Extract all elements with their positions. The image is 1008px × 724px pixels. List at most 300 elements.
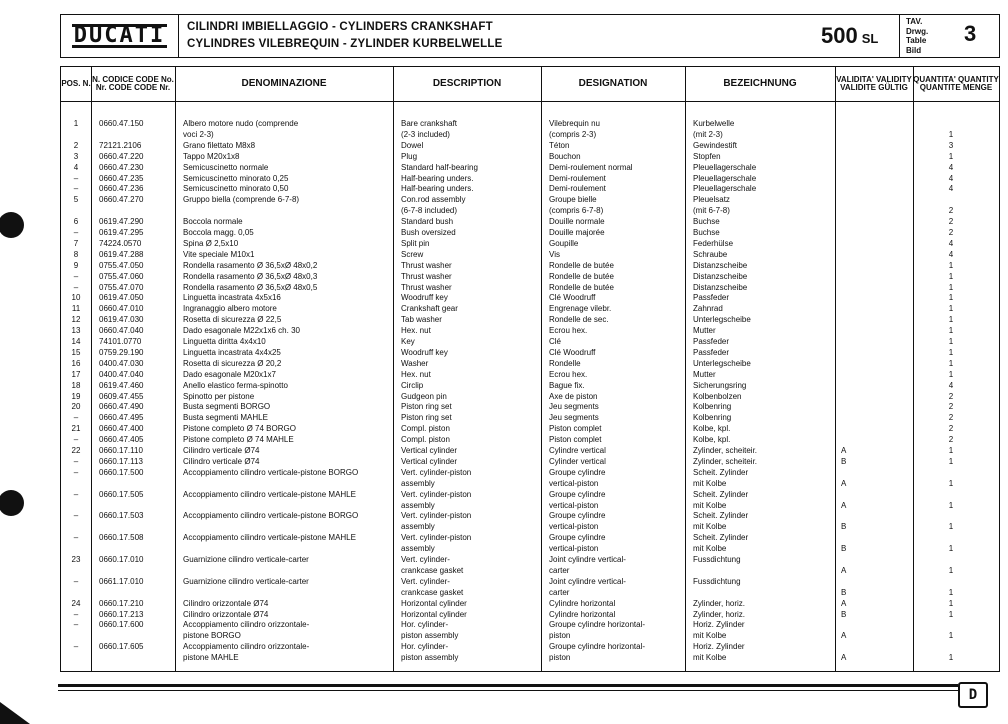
cell-desc: Hor. cylinder-: [401, 620, 449, 630]
col-header-description: DESCRIPTION: [432, 78, 502, 89]
cell-des: Groupe cylindre: [549, 511, 606, 521]
cell-des: Piston complet: [549, 424, 602, 434]
cell-qty: 2: [948, 228, 954, 237]
cell-qty: 1: [948, 587, 954, 597]
cell-den: Boccola normale: [183, 217, 243, 227]
cell-desc: crankcase gasket: [401, 565, 464, 575]
cell-code: 0660.17.113: [99, 456, 143, 466]
cell-code: 0755.47.050: [99, 260, 144, 270]
cell-pos: –: [73, 456, 79, 466]
cell-desc: Washer: [401, 358, 429, 368]
cell-bez: Gewindestift: [693, 140, 738, 150]
cell-des: Clé: [549, 337, 562, 346]
cell-code: 0619.47.290: [99, 217, 144, 227]
cell-bez: mit Kolbe: [693, 500, 727, 510]
cell-val: A: [841, 631, 847, 641]
cell-code: 0661.17.010: [99, 576, 144, 586]
cell-den: Accoppiamento cilindro verticale-pistone BORGO: [183, 467, 359, 477]
cell-qty: 2: [948, 206, 954, 216]
cell-den: pistone MAHLE: [183, 653, 239, 663]
cell-val: B: [841, 456, 847, 466]
cell-code: 0609.47.455: [99, 391, 144, 401]
cell-code: 0660.47.495: [99, 413, 144, 423]
cell-pos: –: [73, 609, 79, 619]
cell-pos: –: [73, 228, 79, 237]
cell-des: Demi-roulement: [549, 184, 606, 194]
cell-code: 0660.47.230: [99, 162, 144, 172]
cell-code: 0660.17.213: [99, 609, 144, 619]
cell-qty: 4: [948, 162, 954, 172]
model-label: [821, 23, 878, 49]
cell-bez: Kolbenring: [693, 402, 732, 412]
cell-qty: 1: [948, 598, 954, 608]
cell-des: Axe de piston: [549, 391, 598, 401]
cell-den: Anello elastico ferma-spinotto: [183, 380, 288, 390]
cell-bez: Buchse: [693, 217, 720, 227]
cell-desc: assembly: [401, 500, 435, 510]
cell-pos: 7: [73, 238, 79, 248]
cell-qty: 1: [948, 326, 954, 336]
cell-bez: Kolbe, kpl.: [693, 424, 731, 434]
cell-pos: 24: [71, 598, 81, 608]
cell-bez: mit Kolbe: [693, 522, 727, 532]
title-line-1: CILINDRI IMBIELLAGGIO - CYLINDERS CRANKSHAFT: [187, 21, 493, 33]
cell-code: 0660.17.508: [99, 533, 144, 543]
cell-bez: Kurbelwelle: [693, 119, 735, 128]
cell-den: Accoppiamento cilindro orizzontale-: [183, 620, 310, 630]
cell-desc: Bare crankshaft: [401, 119, 458, 128]
cell-desc: Horizontal cylinder: [401, 598, 467, 608]
cell-des: Groupe bielle: [549, 195, 597, 205]
cell-qty: 2: [948, 413, 954, 423]
cell-desc: Half-bearing unders.: [401, 184, 474, 194]
cell-qty: 4: [948, 380, 954, 390]
cell-bez: Passfeder: [693, 293, 730, 303]
cell-bez: Distanzscheibe: [693, 271, 748, 281]
cell-qty: 1: [948, 337, 954, 346]
cell-des: vertical-piston: [549, 544, 599, 554]
cell-den: Accoppiamento cilindro verticale-pistone BORGO: [183, 511, 359, 521]
cell-pos: –: [73, 576, 79, 586]
brand-logo: [61, 15, 179, 57]
cell-code: 0660.47.010: [99, 304, 144, 314]
cell-den: Accoppiamento cilindro verticale-pistone MAHLE: [183, 489, 356, 499]
cell-pos: –: [73, 533, 79, 543]
cell-code: 0660.17.110: [99, 446, 143, 455]
footer-rule: [58, 684, 958, 687]
cell-pos: –: [73, 184, 79, 194]
cell-des: Ecrou hex.: [549, 369, 588, 379]
cell-qty: 4: [948, 249, 954, 259]
cell-bez: Horiz. Zylinder: [693, 620, 745, 630]
cell-desc: (6-7-8 included): [401, 206, 458, 216]
cell-desc: Compl. piston: [401, 424, 450, 434]
cell-code: 72121.2106: [99, 140, 142, 150]
cell-den: Ingranaggio albero motore: [183, 304, 277, 314]
cell-bez: Pleuelsatz: [693, 195, 730, 205]
cell-pos: 4: [73, 162, 79, 172]
cell-pos: 9: [73, 260, 79, 270]
footer-rule-thin: [58, 690, 958, 691]
cell-bez: Passfeder: [693, 337, 730, 346]
cell-desc: Horizontal cylinder: [401, 609, 467, 619]
cell-code: 0660.47.040: [99, 326, 144, 336]
cell-bez: Buchse: [693, 228, 720, 237]
cell-qty: 1: [948, 129, 954, 139]
cell-qty: 1: [948, 544, 954, 554]
cell-desc: Vert. cylinder-: [401, 555, 450, 564]
cell-desc: Hor. cylinder-: [401, 642, 449, 652]
cell-code: 0660.47.220: [99, 151, 144, 161]
cell-desc: Woodruff key: [401, 347, 448, 357]
cell-des: Joint cylindre vertical-: [549, 576, 626, 586]
cell-qty: 1: [948, 369, 954, 379]
cell-qty: 4: [948, 238, 954, 248]
cell-desc: Half-bearing unders.: [401, 173, 474, 183]
table-number-block: [899, 15, 999, 57]
cell-val: A: [841, 598, 847, 608]
cell-des: Ecrou hex.: [549, 326, 588, 336]
cell-den: Accoppiamento cilindro orizzontale-: [183, 642, 310, 652]
cell-des: Jeu segments: [549, 413, 599, 423]
cell-qty: 1: [948, 358, 954, 368]
cell-des: Cylindre vertical: [549, 446, 606, 455]
cell-den: Linguetta incastrata 4x4x25: [183, 347, 281, 357]
cell-pos: 13: [71, 326, 81, 336]
punch-hole-bottom: [0, 490, 24, 516]
cell-den: Dado esagonale M20x1x7: [183, 369, 276, 379]
cell-den: Guarnizione cilindro verticale-carter: [183, 576, 309, 586]
cell-code: 0660.47.235: [99, 173, 144, 183]
cell-des: (compris 6-7-8): [549, 206, 604, 216]
cell-des: Goupille: [549, 238, 579, 248]
cell-pos: –: [73, 435, 79, 445]
cell-bez: (mit 2-3): [693, 129, 723, 139]
cell-bez: Zylinder, horiz.: [693, 609, 746, 619]
cell-code: 0619.47.288: [99, 249, 144, 259]
cell-des: (compris 2-3): [549, 129, 597, 139]
cell-desc: Bush oversized: [401, 228, 456, 237]
cell-den: Rosetta di sicurezza Ø 22,5: [183, 315, 282, 325]
cell-desc: Piston ring set: [401, 413, 452, 423]
cell-den: Gruppo biella (comprende 6-7-8): [183, 195, 300, 205]
cell-pos: 1: [73, 119, 79, 128]
cell-pos: 11: [71, 304, 81, 314]
col-header-designation: DESIGNATION: [578, 78, 648, 89]
cell-code: 74101.0770: [99, 337, 142, 346]
cell-bez: mit Kolbe: [693, 631, 727, 641]
cell-bez: Scheit. Zylinder: [693, 533, 749, 543]
cell-qty: 1: [948, 500, 954, 510]
cell-bez: mit Kolbe: [693, 653, 727, 663]
cell-des: carter: [549, 565, 570, 575]
footer-logo: D: [958, 682, 988, 708]
cell-des: Vis: [549, 249, 560, 259]
cell-desc: Tab washer: [401, 315, 442, 325]
cell-des: Vilebrequin nu: [549, 119, 601, 128]
cell-bez: Horiz. Zylinder: [693, 642, 745, 652]
cell-den: Cilindro verticale Ø74: [183, 456, 260, 466]
cell-desc: Piston ring set: [401, 402, 452, 412]
cell-bez: Zylinder, horiz.: [693, 598, 746, 608]
cell-den: Rondella rasamento Ø 36,5xØ 48x0,3: [183, 271, 318, 281]
cell-desc: Vertical cylinder: [401, 446, 458, 455]
cell-code: 0400.47.030: [99, 358, 144, 368]
title-line-2: CYLINDRES VILEBREQUIN - ZYLINDER KURBELWELLE: [187, 38, 503, 50]
cell-desc: Hex. nut: [401, 369, 431, 379]
cell-pos: 16: [71, 358, 81, 368]
cell-den: pistone BORGO: [183, 631, 241, 641]
cell-den: Pistone completo Ø 74 BORGO: [183, 424, 296, 434]
cell-des: piston: [549, 631, 571, 641]
cell-pos: 5: [73, 195, 79, 205]
title-block: [179, 15, 899, 57]
cell-qty: 1: [948, 315, 954, 325]
cell-bez: Mutter: [693, 369, 716, 379]
cell-desc: Standard bush: [401, 217, 454, 227]
cell-den: Cilindro verticale Ø74: [183, 446, 260, 455]
cell-bez: Schraube: [693, 249, 728, 259]
cell-bez: Distanzscheibe: [693, 282, 748, 292]
cell-bez: Fussdichtung: [693, 555, 741, 564]
cell-val: A: [841, 478, 847, 488]
cell-des: Bouchon: [549, 151, 581, 161]
cell-des: Rondelle de sec.: [549, 315, 609, 325]
cell-bez: Kolbenbolzen: [693, 391, 742, 401]
cell-qty: 1: [948, 609, 954, 619]
cell-val: B: [841, 544, 847, 554]
cell-des: Douille normale: [549, 217, 605, 227]
cell-code: 0660.47.270: [99, 195, 144, 205]
cell-code: 0660.17.210: [99, 598, 144, 608]
col-header-quantity: QUANTITA' QUANTITY QUANTITE MENGE: [913, 75, 999, 92]
cell-desc: piston assembly: [401, 631, 459, 641]
document-header: [60, 14, 1000, 58]
cell-qty: 1: [948, 347, 954, 357]
cell-des: Téton: [549, 140, 570, 150]
cell-des: Cylinder vertical: [549, 456, 606, 466]
cell-des: Rondelle: [549, 358, 581, 368]
cell-den: voci 2-3): [183, 129, 214, 139]
table-number: 3: [964, 21, 977, 46]
cell-code: 0660.47.236: [99, 184, 144, 194]
cell-qty: 1: [948, 151, 954, 161]
cell-des: Groupe cylindre horizontal-: [549, 620, 646, 630]
cell-qty: 2: [948, 435, 954, 445]
cell-code: 0619.47.295: [99, 228, 144, 237]
cell-des: piston: [549, 653, 571, 663]
cell-den: Semicuscinetto minorato 0,50: [183, 184, 289, 194]
cell-des: vertical-piston: [549, 522, 599, 532]
cell-qty: 4: [948, 184, 954, 194]
cell-code: 0619.47.460: [99, 380, 144, 390]
cell-desc: Thrust washer: [401, 271, 452, 281]
cell-qty: 2: [948, 424, 954, 434]
cell-den: Spinotto per pistone: [183, 391, 255, 401]
cell-code: 0660.17.600: [99, 620, 144, 630]
cell-qty: 1: [948, 271, 954, 281]
cell-den: Linguetta diritta 4x4x10: [183, 337, 266, 346]
cell-bez: Distanzscheibe: [693, 260, 748, 270]
cell-den: Guarnizione cilindro verticale-carter: [183, 555, 309, 564]
cell-desc: Gudgeon pin: [401, 391, 447, 401]
cell-desc: assembly: [401, 544, 435, 554]
cell-pos: 18: [71, 380, 81, 390]
cell-desc: Vertical cylinder: [401, 456, 458, 466]
cell-desc: Dowel: [401, 140, 424, 150]
col-header-code: N. CODICE CODE No. Nr. CODE CODE Nr.: [92, 75, 174, 92]
cell-pos: 10: [71, 293, 81, 303]
cell-den: Grano filettato M8x8: [183, 140, 256, 150]
cell-desc: Vert. cylinder-piston: [401, 489, 472, 499]
cell-den: Busta segmenti MAHLE: [183, 413, 268, 423]
cell-code: 0660.17.505: [99, 489, 144, 499]
cell-qty: 4: [948, 173, 954, 183]
cell-bez: Fussdichtung: [693, 576, 741, 586]
cell-desc: Con.rod assembly: [401, 195, 466, 205]
table-labels: TAV. Drwg. Table Bild: [906, 17, 929, 55]
cell-code: 0660.47.405: [99, 435, 144, 445]
cell-qty: 1: [948, 653, 954, 663]
cell-pos: –: [73, 489, 79, 499]
cell-desc: Vert. cylinder-piston: [401, 511, 472, 521]
cell-desc: assembly: [401, 522, 435, 532]
cell-pos: 22: [71, 446, 81, 455]
col-header-validity: VALIDITA' VALIDITY VALIDITE GÜLTIG: [836, 75, 912, 92]
cell-den: Spina Ø 2,5x10: [183, 238, 239, 248]
cell-bez: Pleuellagerschale: [693, 184, 757, 194]
cell-bez: Mutter: [693, 326, 716, 336]
cell-code: 0660.17.605: [99, 642, 144, 652]
cell-den: Semicuscinetto normale: [183, 162, 269, 172]
cell-code: 0619.47.050: [99, 293, 144, 303]
cell-den: Accoppiamento cilindro verticale-pistone MAHLE: [183, 533, 356, 543]
cell-code: 0619.47.030: [99, 315, 144, 325]
model-suffix: SL: [861, 31, 879, 46]
cell-den: Busta segmenti BORGO: [183, 402, 271, 412]
cell-des: Jeu segments: [549, 402, 599, 412]
cell-desc: Circlip: [401, 380, 424, 390]
col-header-pos: POS. N.: [61, 79, 91, 88]
cell-qty: 1: [948, 260, 954, 270]
cell-den: Rondella rasamento Ø 36,5xØ 48x0,5: [183, 282, 318, 292]
cell-code: 74224.0570: [99, 238, 142, 248]
cell-den: Boccola magg. 0,05: [183, 228, 254, 237]
cell-qty: 1: [948, 565, 954, 575]
cell-qty: 1: [948, 631, 954, 641]
cell-des: Groupe cylindre: [549, 489, 606, 499]
cell-des: Demi-roulement: [549, 173, 606, 183]
cell-qty: 1: [948, 446, 954, 455]
cell-qty: 1: [948, 478, 954, 488]
cell-desc: Thrust washer: [401, 282, 452, 292]
cell-desc: Standard half-bearing: [401, 162, 478, 172]
cell-bez: Passfeder: [693, 347, 730, 357]
cell-den: Pistone completo Ø 74 MAHLE: [183, 435, 294, 445]
cell-pos: –: [73, 282, 79, 292]
cell-pos: –: [73, 642, 79, 652]
cell-desc: Hex. nut: [401, 326, 431, 336]
cell-pos: 12: [71, 315, 81, 325]
cell-code: 0755.47.070: [99, 282, 144, 292]
cell-des: Groupe cylindre: [549, 467, 606, 477]
cell-des: Piston complet: [549, 435, 602, 445]
cell-pos: 3: [73, 151, 79, 161]
cell-val: B: [841, 522, 847, 532]
cell-qty: 1: [948, 522, 954, 532]
cell-val: B: [841, 609, 847, 619]
cell-qty: 2: [948, 391, 954, 401]
cell-pos: 8: [73, 249, 79, 259]
cell-bez: Scheit. Zylinder: [693, 511, 749, 521]
cell-desc: Compl. piston: [401, 435, 450, 445]
cell-des: Engrenage vilebr.: [549, 304, 612, 314]
cell-pos: –: [73, 467, 79, 477]
cell-pos: 6: [73, 217, 79, 227]
cell-des: vertical-piston: [549, 478, 599, 488]
cell-code: 0660.17.010: [99, 555, 144, 564]
cell-pos: –: [73, 271, 79, 281]
cell-bez: Kolbe, kpl.: [693, 435, 731, 445]
cell-pos: –: [73, 173, 79, 183]
cell-desc: Vert. cylinder-piston: [401, 533, 472, 543]
cell-bez: (mit 6-7-8): [693, 206, 730, 216]
cell-den: Cilindro orizzontale Ø74: [183, 609, 269, 619]
cell-pos: 20: [71, 402, 81, 412]
cell-desc: Woodruff key: [401, 293, 448, 303]
cell-des: Joint cylindre vertical-: [549, 555, 626, 564]
cell-code: 0759.29.190: [99, 347, 144, 357]
cell-des: vertical-piston: [549, 500, 599, 510]
cell-val: A: [841, 446, 847, 455]
cell-den: Rosetta di sicurezza Ø 20,2: [183, 358, 282, 368]
cell-qty: 2: [948, 217, 954, 227]
col-header-denominazione: DENOMINAZIONE: [241, 78, 327, 89]
cell-desc: piston assembly: [401, 653, 459, 663]
cell-des: Rondelle de butée: [549, 282, 614, 292]
cell-bez: Scheit. Zylinder: [693, 489, 749, 499]
cell-den: Tappo M20x1x8: [183, 151, 240, 161]
cell-des: Groupe cylindre horizontal-: [549, 642, 646, 652]
cell-pos: 23: [71, 555, 81, 564]
cell-den: Vite speciale M10x1: [183, 249, 255, 259]
cell-des: Cylindre horizontal: [549, 598, 616, 608]
cell-desc: Split pin: [401, 238, 430, 248]
cell-des: Clé Woodruff: [549, 347, 596, 357]
cell-des: Rondelle de butée: [549, 271, 614, 281]
cell-bez: Zylinder, scheiteir.: [693, 456, 758, 466]
cell-qty: 1: [948, 293, 954, 303]
cell-qty: 2: [948, 402, 954, 412]
punch-hole-top: [0, 212, 24, 238]
cell-val: B: [841, 587, 847, 597]
cell-code: 0660.17.500: [99, 467, 144, 477]
cell-qty: 1: [948, 304, 954, 314]
cell-des: Groupe cylindre: [549, 533, 606, 543]
cell-bez: Stopfen: [693, 151, 721, 161]
cell-code: 0660.47.490: [99, 402, 144, 412]
cell-des: Demi-roulement normal: [549, 162, 633, 172]
cell-qty: 1: [948, 456, 954, 466]
cell-pos: 2: [73, 140, 79, 150]
cell-pos: 19: [71, 391, 81, 401]
cell-bez: Sicherungsring: [693, 380, 747, 390]
cell-code: 0660.47.150: [99, 119, 144, 128]
model-number: 500: [821, 23, 858, 48]
cell-pos: 21: [71, 424, 81, 434]
brand-logo-text: DUCATI: [73, 23, 166, 48]
cell-pos: 17: [71, 369, 81, 379]
